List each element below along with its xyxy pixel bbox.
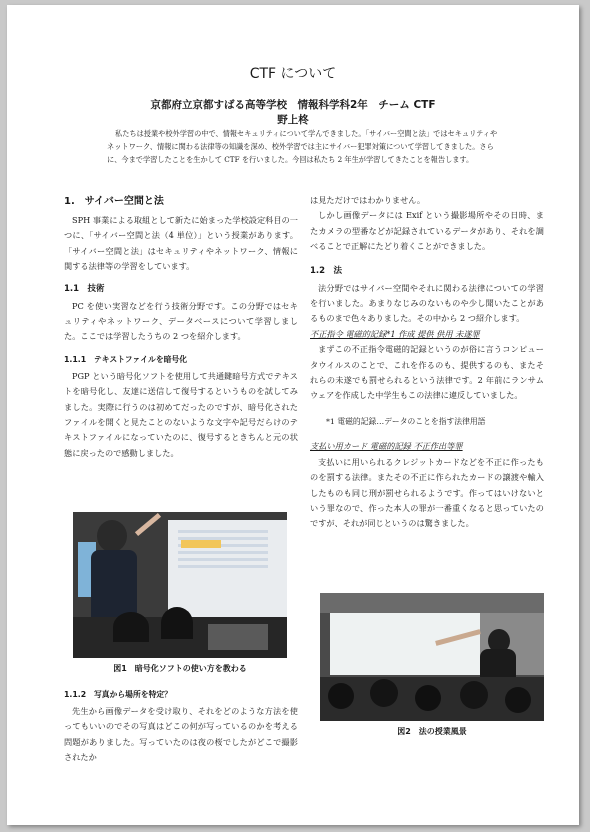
figure-1 [73,512,287,674]
figure-2-caption: 図2 法の授業風景 [397,727,467,736]
paragraph: SPH 事業による取組として新たに始まった学校設定科目の一つに、「サイバー空間と法（4 単位）」という授業があります。「サイバー空間と法」はセキュリティやネットワーク、情報に関する法律等の学習をしています。 [64,215,298,272]
document-page [7,5,579,825]
paragraph: は見ただけではわかりません。 [310,195,426,205]
footnote: *1 電磁的記録…データのことを指す法律用語 [326,416,486,426]
left-column [64,195,298,461]
paragraph: PC を使い実習などを行う技術分野です。この分野ではセキュリティやネットワーク、データベースについて学習しました。ここでは学習したうちの 2 つを紹介します。 [64,300,298,342]
right-column [310,193,544,532]
subsection-heading-1-2: 1.2 法 [310,265,343,276]
classroom-photo-2 [320,593,544,721]
section-heading-1: 1. サイバー空間と法 [64,196,164,207]
author-name: 野上柊 [277,114,309,126]
law-name-1: 不正指令 電磁的記録*1 作成 提供 供用 未遂罪 [310,328,480,339]
subsubsection-heading-1-1-1: 1.1.1 テキストファイルを暗号化 [64,354,188,364]
classroom-photo-1 [73,512,287,658]
paragraph: しかし画像データには Exif という撮影場所やその日時、またカメラの型番などが記録されているデータがあり、それを調べることで正解にたどり着くことができました。 [310,210,544,252]
figure-1-caption: 図1 暗号化ソフトの使い方を教わる [113,664,247,673]
figure-2 [320,593,544,737]
subsection-heading-1-1: 1.1 技術 [64,283,105,294]
left-column-continued [64,688,298,766]
paragraph: PGP という暗号化ソフトを使用して共通鍵暗号方式でテキストを暗号化し、友達に送信して復号するというものを試してみました。実際に行うのは初めてだったのですが、暗号化されたファイルを開くと見たことのないような文字や記号だらけのテキストファイルになっていたのに、復号するときちんと元の状態に戻ったので感動しました。 [64,370,298,458]
paper-title: CTF について [249,66,337,82]
subsubsection-heading-1-1-2: 1.1.2 写真から場所を特定？ [64,690,172,699]
affiliation: 京都府立京都すばる高等学校 情報科学科2年 チーム CTF [150,99,436,111]
paragraph: 先生から画像データを受け取り、それをどのような方法を使ってもいいのでその写真はどこの何が写っているのかを考える問題がありました。写っていたのは夜の桜でしたがどこで撮影されたか [64,706,298,763]
paragraph: まずこの不正指令電磁的記録というのが俗に言うコンピュータウイルスのことで、これを作るのも、提供するのも、またそれらの未遂でも罰せられるという法律です。2 年前にランサムウェアを作成した中学生もこの法律に違反していました。 [310,344,544,401]
abstract: 私たちは授業や校外学習の中で、情報セキュリティについて学んできました。「サイバー空間と法」ではセキュリティやネットワーク、情報に関わる法律等の知識を深め、校外学習では主にサイバー犯罪対策について学習してきました。さらに、今まで学習したことを生かして CTF を行いました。今回は私たち 2 年生が学習してきたことを報告します。 [107,129,498,164]
law-name-2: 支払い用カード 電磁的記録 不正作出等罪 [310,441,463,452]
paragraph: 法分野ではサイバー空間やそれに関わる法律についての学習を行いました。あまりなじみのないものや少し聞いたことがあるものまで色々ありました。その中から 2 つ紹介します。 [310,282,544,324]
paragraph: 支払いに用いられるクレジットカードなどを不正に作ったものを罰する法律。またその不正に作られたカードの譲渡や輸入したものも同じ刑が罰せられるようです。作ってはいけないという罪なので、作った本人の罪が一番重くなると思っていたのですが、それが同じというのは驚きました。 [310,456,544,529]
